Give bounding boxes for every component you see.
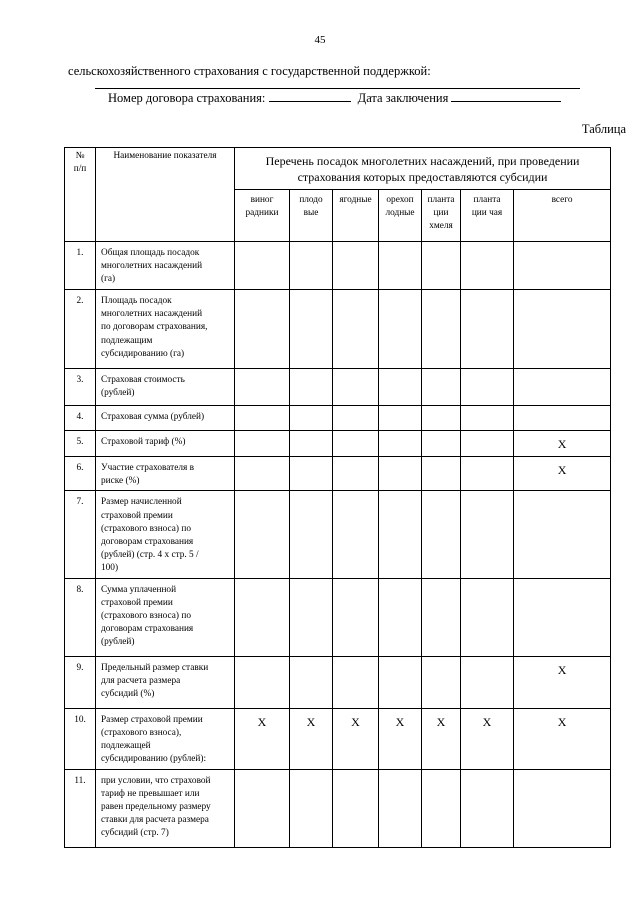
table-row — [65, 769, 611, 847]
indicator-name-line: (страхового взноса) по — [101, 610, 191, 621]
row-indicator-name — [96, 457, 235, 491]
header-subcolumn-line: всего — [551, 195, 573, 205]
value-cell — [422, 290, 461, 369]
value-cell — [235, 491, 290, 578]
value-cell: X — [514, 708, 611, 769]
value-cell — [514, 369, 611, 406]
contract-date-blank — [451, 91, 561, 102]
contract-date-label: Дата заключения — [357, 91, 449, 105]
value-cell: X — [333, 708, 379, 769]
table-row — [65, 491, 611, 578]
table-row — [65, 578, 611, 656]
indicator-name-line: Предельный размер ставки — [101, 662, 209, 673]
indicator-name-line: Площадь посадок — [101, 296, 172, 306]
indicator-name-line: субсидий (%) — [101, 688, 155, 699]
table-row — [65, 431, 611, 457]
table-caption: Таблица — [581, 122, 626, 136]
row-number: 9. — [65, 656, 96, 708]
header-subcolumn — [461, 190, 514, 242]
indicator-name-line: договорам страхования — [101, 536, 194, 547]
value-cell — [333, 457, 379, 491]
row-indicator-name — [96, 406, 235, 431]
row-number: 1. — [65, 242, 96, 290]
header-subcolumn-line: орехоп — [386, 195, 414, 205]
header-indicator-name: Наименование показателя — [96, 148, 235, 242]
value-cell — [333, 656, 379, 708]
value-cell — [422, 369, 461, 406]
value-cell — [379, 457, 422, 491]
indicator-name-line: (га) — [101, 274, 116, 285]
row-indicator-name — [96, 290, 235, 369]
row-number: 7. — [65, 491, 96, 578]
header-subcolumn-line: виног — [250, 195, 274, 205]
page-number: 45 — [314, 34, 326, 46]
value-cell — [422, 769, 461, 847]
row-number: 6. — [65, 457, 96, 491]
value-cell — [514, 578, 611, 656]
value-cell — [333, 578, 379, 656]
value-cell — [379, 656, 422, 708]
indicator-name-line: субсидий (стр. 7) — [101, 828, 169, 839]
value-cell: X — [290, 708, 333, 769]
value-cell: X — [514, 431, 611, 457]
indicator-name-line: 100) — [101, 563, 119, 574]
indicator-name-line: при условии, что страховой — [101, 775, 211, 786]
header-rule — [95, 88, 580, 89]
indicator-name-line: равен предельному размеру — [101, 801, 211, 812]
indicator-name-line: субсидированию (га) — [101, 348, 185, 359]
value-cell — [290, 369, 333, 406]
row-number: 8. — [65, 578, 96, 656]
indicator-name-line: договорам страхования — [101, 624, 194, 635]
header-group-line: Перечень посадок многолетних насаждений, при проведении — [265, 154, 580, 168]
value-cell: X — [514, 457, 611, 491]
row-indicator-name — [96, 769, 235, 847]
row-number: 11. — [65, 769, 96, 847]
table-row — [65, 406, 611, 431]
value-cell — [379, 406, 422, 431]
indicator-name-line: субсидированию (рублей): — [101, 754, 207, 765]
value-cell — [422, 578, 461, 656]
value-cell — [379, 769, 422, 847]
table-row — [65, 290, 611, 369]
indicator-name-line: ставки для расчета размера — [101, 815, 209, 826]
value-cell — [379, 369, 422, 406]
value-cell — [235, 457, 290, 491]
header-number-cell — [65, 148, 96, 242]
value-cell — [333, 431, 379, 457]
value-cell — [333, 769, 379, 847]
indicator-name-line: тариф не превышает или — [101, 788, 200, 799]
value-cell — [461, 406, 514, 431]
value-cell — [461, 491, 514, 578]
contract-number-label: Номер договора страхования: — [108, 91, 266, 105]
subsidy-table — [64, 147, 611, 848]
row-indicator-name — [96, 431, 235, 457]
value-cell: X — [461, 708, 514, 769]
value-cell: X — [235, 708, 290, 769]
header-subcolumn — [333, 190, 379, 242]
value-cell — [461, 431, 514, 457]
indicator-name-line: Размер начисленной — [101, 497, 182, 508]
indicator-name-line: подлежащей — [101, 740, 151, 751]
contract-number-blank — [269, 91, 351, 102]
value-cell — [290, 406, 333, 431]
value-cell — [333, 290, 379, 369]
row-indicator-name — [96, 656, 235, 708]
value-cell — [514, 242, 611, 290]
value-cell — [379, 242, 422, 290]
header-subcolumn — [290, 190, 333, 242]
row-number: 5. — [65, 431, 96, 457]
indicator-name-line: Размер страховой премии — [101, 714, 203, 725]
indicator-name-line: подлежащим — [101, 335, 153, 346]
value-cell — [422, 656, 461, 708]
value-cell — [235, 431, 290, 457]
indicator-name-line: по договорам страхования, — [101, 322, 208, 333]
value-cell: X — [514, 656, 611, 708]
indicator-name-line: (рублей) (стр. 4 x стр. 5 / — [101, 550, 199, 561]
header-subcolumn — [379, 190, 422, 242]
header-subcolumn-line: ции — [433, 208, 449, 219]
value-cell: X — [379, 708, 422, 769]
indicator-name-line: Страховой тариф (%) — [101, 437, 186, 447]
table-row — [65, 242, 611, 290]
indicator-name-line: Страховая сумма (рублей) — [101, 412, 205, 422]
value-cell — [290, 242, 333, 290]
header-subcolumn — [514, 190, 611, 242]
indicator-name-line: (рублей) — [101, 388, 135, 399]
value-cell — [235, 242, 290, 290]
header-group-line: страхования которых предоставляются субсидии — [297, 170, 548, 185]
row-indicator-name — [96, 491, 235, 578]
header-plantings-group — [235, 148, 611, 190]
header-subcolumn-line: планта — [427, 195, 455, 205]
value-cell — [379, 290, 422, 369]
value-cell — [333, 242, 379, 290]
row-indicator-name — [96, 369, 235, 406]
value-cell — [422, 406, 461, 431]
value-cell — [461, 656, 514, 708]
value-cell — [235, 656, 290, 708]
value-cell — [379, 431, 422, 457]
value-cell — [461, 242, 514, 290]
value-cell — [235, 578, 290, 656]
value-cell — [333, 406, 379, 431]
header-subcolumn-line: радники — [245, 208, 279, 219]
value-cell — [461, 769, 514, 847]
value-cell — [235, 406, 290, 431]
value-cell — [461, 457, 514, 491]
value-cell — [333, 491, 379, 578]
header-subcolumn-line: лодные — [385, 208, 415, 219]
value-cell — [235, 369, 290, 406]
header-number-label: п/п — [73, 164, 87, 175]
indicator-name-line: страховой премии — [101, 510, 173, 521]
indicator-name-line: многолетних насаждений — [101, 309, 203, 320]
indicator-name-line: (рублей) — [101, 637, 135, 648]
indicator-name-line: Участие страхователя в — [101, 463, 194, 473]
indicator-name-line: риске (%) — [101, 476, 140, 487]
value-cell — [290, 769, 333, 847]
value-cell — [290, 290, 333, 369]
value-cell — [461, 578, 514, 656]
value-cell — [290, 656, 333, 708]
header-subcolumn-line: ции чая — [471, 208, 503, 219]
value-cell — [514, 491, 611, 578]
value-cell — [290, 431, 333, 457]
indicator-name-line: (страхового взноса) по — [101, 523, 191, 534]
table-row — [65, 457, 611, 491]
table-row — [65, 708, 611, 769]
indicator-name-line: (страхового взноса), — [101, 727, 182, 738]
value-cell — [235, 290, 290, 369]
row-indicator-name — [96, 578, 235, 656]
intro-line: сельскохозяйственного страхования с государственной поддержкой: — [68, 64, 431, 78]
value-cell — [379, 578, 422, 656]
value-cell — [422, 242, 461, 290]
header-subcolumn-line: планта — [473, 195, 501, 205]
header-subcolumn — [235, 190, 290, 242]
value-cell — [235, 769, 290, 847]
header-subcolumn-line: хмеля — [429, 221, 453, 232]
row-number: 4. — [65, 406, 96, 431]
indicator-name-line: для расчета размера — [101, 675, 181, 686]
table-row — [65, 656, 611, 708]
indicator-name-line: Страховая стоимость — [101, 375, 185, 385]
value-cell — [290, 457, 333, 491]
row-number: 3. — [65, 369, 96, 406]
value-cell — [461, 369, 514, 406]
header-subcolumn-line: ягодные — [339, 195, 372, 205]
value-cell — [422, 491, 461, 578]
value-cell — [514, 769, 611, 847]
value-cell — [290, 578, 333, 656]
indicator-name-line: многолетних насаждений — [101, 261, 203, 272]
indicator-name-line: страховой премии — [101, 597, 173, 608]
value-cell — [333, 369, 379, 406]
row-number: 2. — [65, 290, 96, 369]
row-number: 10. — [65, 708, 96, 769]
header-number-label: № — [75, 151, 85, 161]
row-indicator-name — [96, 242, 235, 290]
header-subcolumn — [422, 190, 461, 242]
value-cell — [379, 491, 422, 578]
indicator-name-line: Общая площадь посадок — [101, 248, 200, 258]
row-indicator-name — [96, 708, 235, 769]
table-row — [65, 369, 611, 406]
value-cell — [422, 431, 461, 457]
value-cell — [514, 290, 611, 369]
value-cell — [422, 457, 461, 491]
value-cell: X — [422, 708, 461, 769]
value-cell — [514, 406, 611, 431]
header-subcolumn-line: вые — [303, 208, 319, 219]
value-cell — [461, 290, 514, 369]
contract-line — [108, 91, 561, 106]
value-cell — [290, 491, 333, 578]
indicator-name-line: Сумма уплаченной — [101, 584, 177, 595]
header-subcolumn-line: плодо — [299, 195, 323, 205]
